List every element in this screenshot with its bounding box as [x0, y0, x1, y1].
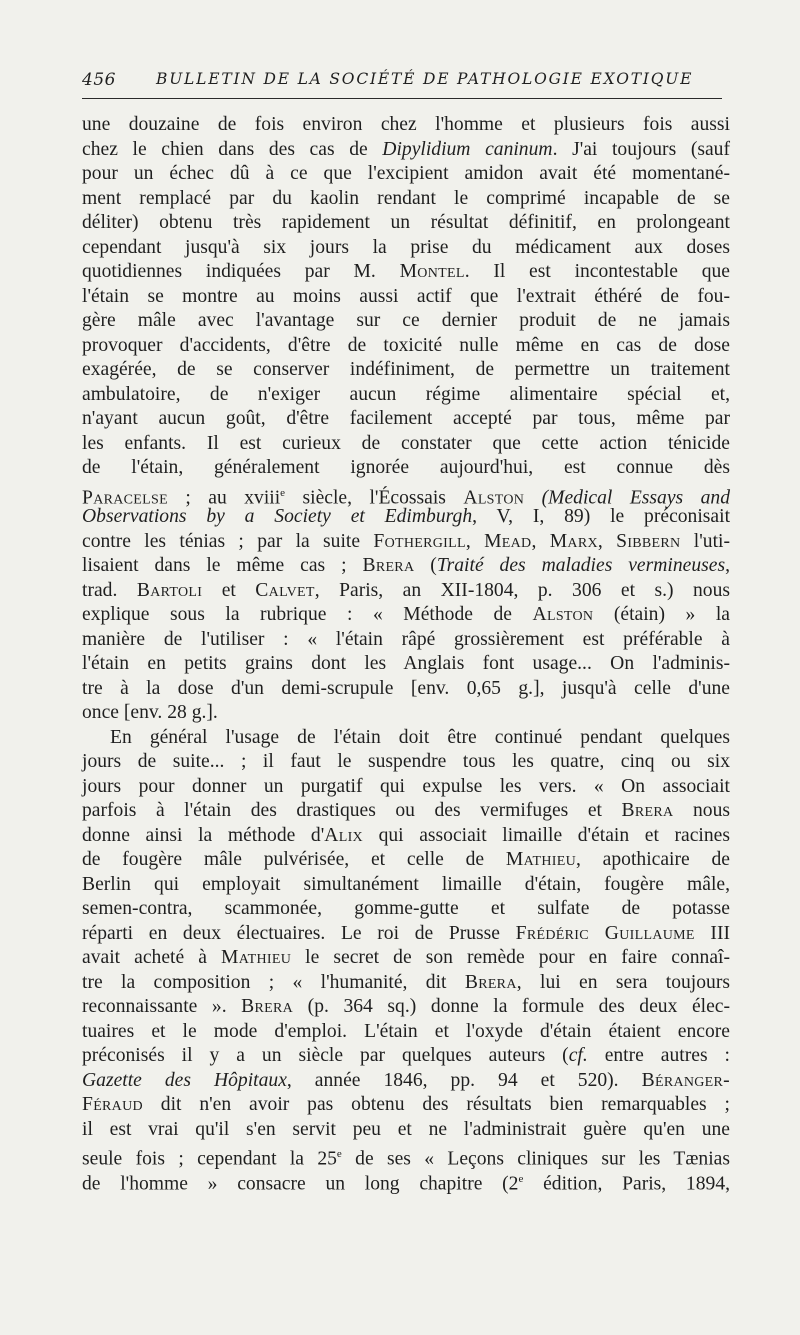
text-line: les enfants. Il est curieux de constater que cette action ténicide: [82, 432, 730, 454]
text-line: tre la composition ; « l'humanité, dit Brera, lui en sera toujours: [82, 971, 730, 993]
text-line: il est vrai qu'il s'en servit peu et ne l'administrait guère qu'en une: [82, 1118, 730, 1140]
text-line: Observations by a Society et Edimburgh, V, I, 89) le préconisait: [82, 506, 731, 527]
text-line: once [env. 28 g.].: [82, 702, 218, 723]
text-line: une douzaine de fois environ chez l'homme et plusieurs fois aussi: [82, 114, 730, 135]
text-line: Paracelse ; au xviii$^e$ siècle, l'Écossais Alston (Medical Essays and: [82, 486, 730, 509]
text-line: contre les ténias ; par la suite Fothergill, Mead, Marx, Sibbern l'uti-: [82, 530, 730, 552]
text-line: provoquer d'accidents, d'être de toxicité nulle même en cas de dose: [82, 334, 730, 356]
body-text: [82, 113, 731, 1195]
text-line: cependant jusqu'à six jours la prise du médicament aux doses: [82, 236, 730, 258]
page-header: [82, 68, 722, 98]
text-line: n'ayant aucun goût, d'être facilement accepté par tous, même par: [82, 408, 730, 429]
text-line: seule fois ; cependant la 25e de ses « Leçons cliniques sur les Tænias: [82, 1148, 730, 1170]
text-line: donne ainsi la méthode d'Alix qui associait limaille d'étain et racines: [82, 824, 730, 846]
text-line: En général l'usage de l'étain doit être continué pendant quelques: [110, 726, 730, 748]
text-line: de l'homme » consacre un long chapitre (2e édition, Paris, 1894,: [82, 1172, 731, 1195]
text-line: Féraud dit n'en avoir pas obtenu des résultats bien remarquables ;: [82, 1094, 730, 1115]
text-line: explique sous la rubrique : « Méthode de Alston (étain) » la: [82, 604, 731, 625]
text-line: exagérée, de se conserver indéfiniment, de permettre un traitement: [82, 359, 730, 380]
text-line: ambulatoire, de n'exiger aucun régime alimentaire spécial et,: [82, 383, 730, 405]
text-line: chez le chien dans des cas de Dipylidium caninum. J'ai toujours (sauf: [82, 138, 730, 160]
text-line: Berlin qui employait simultanément limaille d'étain, fougère mâle,: [82, 873, 730, 895]
text-line: de l'étain, généralement ignorée aujourd'hui, est connue dès: [82, 457, 730, 478]
text-line: réparti en deux électuaires. Le roi de Prusse Frédéric Guillaume III: [82, 922, 730, 944]
text-line: jours pour donner un purgatif qui expulse les vers. « On associait: [82, 775, 730, 797]
text-line: préconisés il y a un siècle par quelques auteurs (cf. entre autres :: [82, 1045, 730, 1066]
text-line: avait acheté à Mathieu le secret de son remède pour en faire connaî-: [82, 947, 731, 968]
running-title: BULLETIN DE LA SOCIÉTÉ DE PATHOLOGIE EXOTIQUE: [156, 70, 694, 88]
text-line: Gazette des Hôpitaux, année 1846, pp. 94 et 520). Béranger-: [82, 1069, 730, 1091]
text-line: ment remplacé par du kaolin rendant le comprimé incapable de se: [82, 187, 730, 209]
text-line: lisaient dans le même cas ; Brera (Traité des maladies vermineuses,: [82, 555, 730, 576]
text-line: l'étain se montre au moins aussi actif que l'extrait éthéré de fou-: [82, 285, 730, 307]
text-line: l'étain en petits grains dont les Anglais font usage... On l'adminis-: [82, 653, 730, 674]
text-line: reconnaissante ». Brera (p. 364 sq.) donne la formule des deux élec-: [82, 996, 730, 1017]
text-line: quotidiennes indiquées par M. Montel. Il est incontestable que: [82, 261, 730, 282]
page-number: 456: [82, 70, 116, 90]
text-line: semen-contra, scammonée, gomme-gutte et sulfate de potasse: [82, 898, 730, 919]
header-rule: [82, 98, 722, 99]
text-line: jours de suite... ; il faut le suspendre tous les quatre, cinq ou six: [82, 751, 730, 772]
text-line: pour un échec dû à ce que l'excipient amidon avait été momentané-: [82, 163, 730, 184]
text-line: déliter) obtenu très rapidement un résultat définitif, en prolongeant: [82, 212, 730, 233]
text-line: trad. Bartoli et Calvet, Paris, an XII-1804, p. 306 et s.) nous: [82, 579, 730, 601]
text-line: gère mâle avec l'avantage sur ce dernier produit de ne jamais: [82, 310, 730, 331]
text-line: manière de l'utiliser : « l'étain râpé grossièrement est préférable à: [82, 628, 730, 650]
text-line: parfois à l'étain des drastiques ou des vermifuges et Brera nous: [82, 800, 730, 821]
text-line: tuaires et le mode d'emploi. L'étain et l'oxyde d'étain étaient encore: [82, 1020, 730, 1042]
text-line: de fougère mâle pulvérisée, et celle de Mathieu, apothicaire de: [82, 849, 730, 870]
text-line: tre à la dose d'un demi-scrupule [env. 0,65 g.], jusqu'à celle d'une: [82, 677, 730, 699]
